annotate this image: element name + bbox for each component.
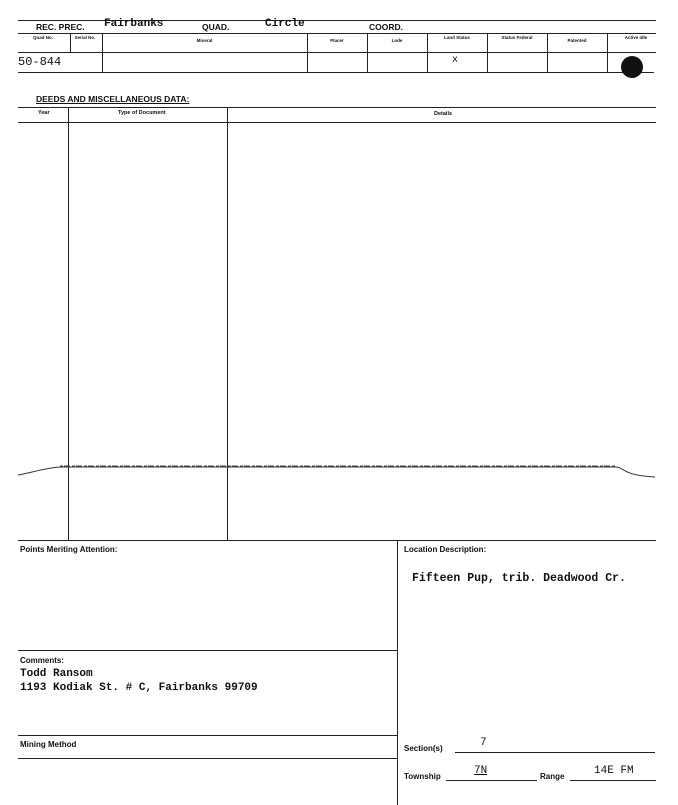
col-header-serial-no: Serial No. <box>74 35 96 40</box>
mining-top-line <box>18 735 397 736</box>
col-header-mineral: Mineral <box>196 38 213 43</box>
section-value: 7 <box>480 737 487 749</box>
col-header-active-idle: Active Idle <box>624 35 648 40</box>
col-header-patented: Patented <box>567 38 587 43</box>
deeds-bottom-line <box>18 540 656 541</box>
points-label: Points Meriting Attention: <box>20 545 118 554</box>
range-label: Range <box>540 772 565 781</box>
range-value: 14E FM <box>594 765 634 777</box>
section-label: Section(s) <box>404 744 443 753</box>
copy-seam-line <box>0 455 678 485</box>
col-header-lode: Lode <box>391 38 403 43</box>
comments-line-1: Todd Ransom <box>20 668 93 680</box>
range-underline <box>570 780 656 781</box>
comments-top-line <box>18 650 397 651</box>
quad-serial-value: 50-844 <box>18 55 62 69</box>
township-value: 7N <box>474 765 488 777</box>
coord-label: COORD. <box>369 22 403 32</box>
col-header-status-federal: Status Federal <box>501 35 533 40</box>
location-label: Location Description: <box>404 545 487 554</box>
col-sep-5 <box>427 33 428 72</box>
location-value: Fifteen Pup, trib. Deadwood Cr. <box>412 572 626 585</box>
col-sep-1 <box>70 33 71 52</box>
deeds-header-line <box>18 122 656 123</box>
land-status-value: x <box>452 55 459 66</box>
section-underline <box>455 752 655 753</box>
col-sep-8 <box>607 33 608 72</box>
details-header: Details <box>434 111 453 117</box>
mining-label: Mining Method <box>20 740 77 749</box>
quad-value: Circle <box>265 18 305 30</box>
col-header-placer: Placer <box>330 38 344 43</box>
col-sep-6 <box>487 33 488 72</box>
col-header-quad-no: Quad No. <box>33 35 53 40</box>
active-dot-icon <box>621 56 643 78</box>
comments-line-2: 1193 Kodiak St. # C, Fairbanks 99709 <box>20 682 258 694</box>
township-underline <box>446 780 537 781</box>
township-label: Township <box>404 772 441 781</box>
rec-prec-label: REC. PREC. <box>36 22 85 32</box>
mining-bottom-line <box>18 758 397 759</box>
header-table-bottom <box>18 72 654 73</box>
deeds-section-title: DEEDS AND MISCELLANEOUS DATA: <box>36 94 190 104</box>
comments-label: Comments: <box>20 656 65 665</box>
lower-center-divider <box>397 540 398 805</box>
year-header: Year <box>38 110 50 116</box>
type-header: Type of Document <box>118 110 166 116</box>
deeds-top-line <box>18 107 656 108</box>
col-header-land-status: Land Status <box>444 35 470 40</box>
rec-prec-value: Fairbanks <box>104 18 164 30</box>
quad-label: QUAD. <box>202 22 230 32</box>
header-table-top <box>18 33 656 34</box>
header-table-mid <box>18 52 656 53</box>
